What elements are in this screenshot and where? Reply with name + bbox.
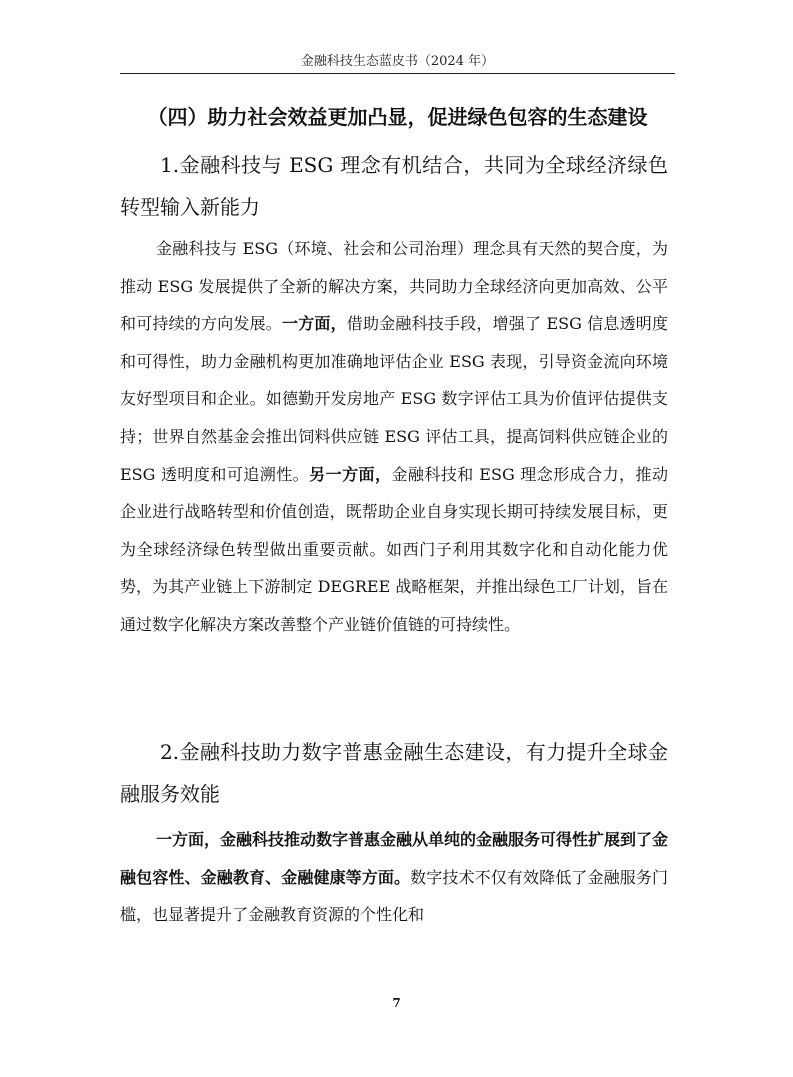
subsection-heading-2: 2.金融科技助力数字普惠金融生态建设，有力提升全球金融服务效能: [120, 740, 668, 806]
body-paragraph-1: [120, 230, 668, 644]
subsection-heading-1: 1.金融科技与 ESG 理念有机结合，共同为全球经济绿色转型输入新能力: [120, 153, 668, 219]
paragraph-1-bold-a: 一方面，: [282, 314, 347, 334]
paragraph-1-text-b: 借助金融科技手段，增强了 ESG 信息透明度和可得性，助力金融机构更加准确地评估企业 ESG 表现，引导资金流向环境友好型项目和企业。如德勤开发房地产 ESG 数字评估工具为价值评估提供支持；世界自然基金会推出饲料供应链 ESG 评估工具，提高饲料供应链企业的 ESG 透明度和可追溯性。: [120, 314, 668, 484]
header-divider: [120, 73, 675, 74]
paragraph-2-text-a: 数字技术不仅有效降低了金融服务门槛，也显著提升了金融教育资源的个性化和: [120, 867, 668, 925]
paragraph-1-text-c: 金融科技和 ESG 理念形成合力，推动企业进行战略转型和价值创造，既帮助企业自身实现长期可持续发展目标，更为全球经济绿色转型做出重要贡献。如西门子利用其数字化和自动化能力优势，为其产业链上下游制定 DEGREE 战略框架，并推出绿色工厂计划，旨在通过数字化解决方案改善整个产业链价值链的可持续性。: [120, 464, 668, 634]
page-number: 7: [392, 996, 401, 1010]
body-paragraph-2: [120, 821, 668, 934]
paragraph-2-bold-a: 一方面，金融科技推动数字普惠金融从单纯的金融服务可得性扩展到了金融包容性、金融教育、金融健康等方面。: [120, 830, 669, 887]
paragraph-1-bold-b: 另一方面，: [309, 464, 392, 484]
paragraph-1-text-a: 金融科技与 ESG（环境、社会和公司治理）理念具有天然的契合度，为推动 ESG 发展提供了全新的解决方案，共同助力全球经济向更加高效、公平和可持续的方向发展。: [120, 239, 668, 334]
running-header: 金融科技生态蓝皮书（2024 年）: [300, 54, 495, 69]
section-heading: （四）助力社会效益更加凸显，促进绿色包容的生态建设: [147, 105, 648, 129]
